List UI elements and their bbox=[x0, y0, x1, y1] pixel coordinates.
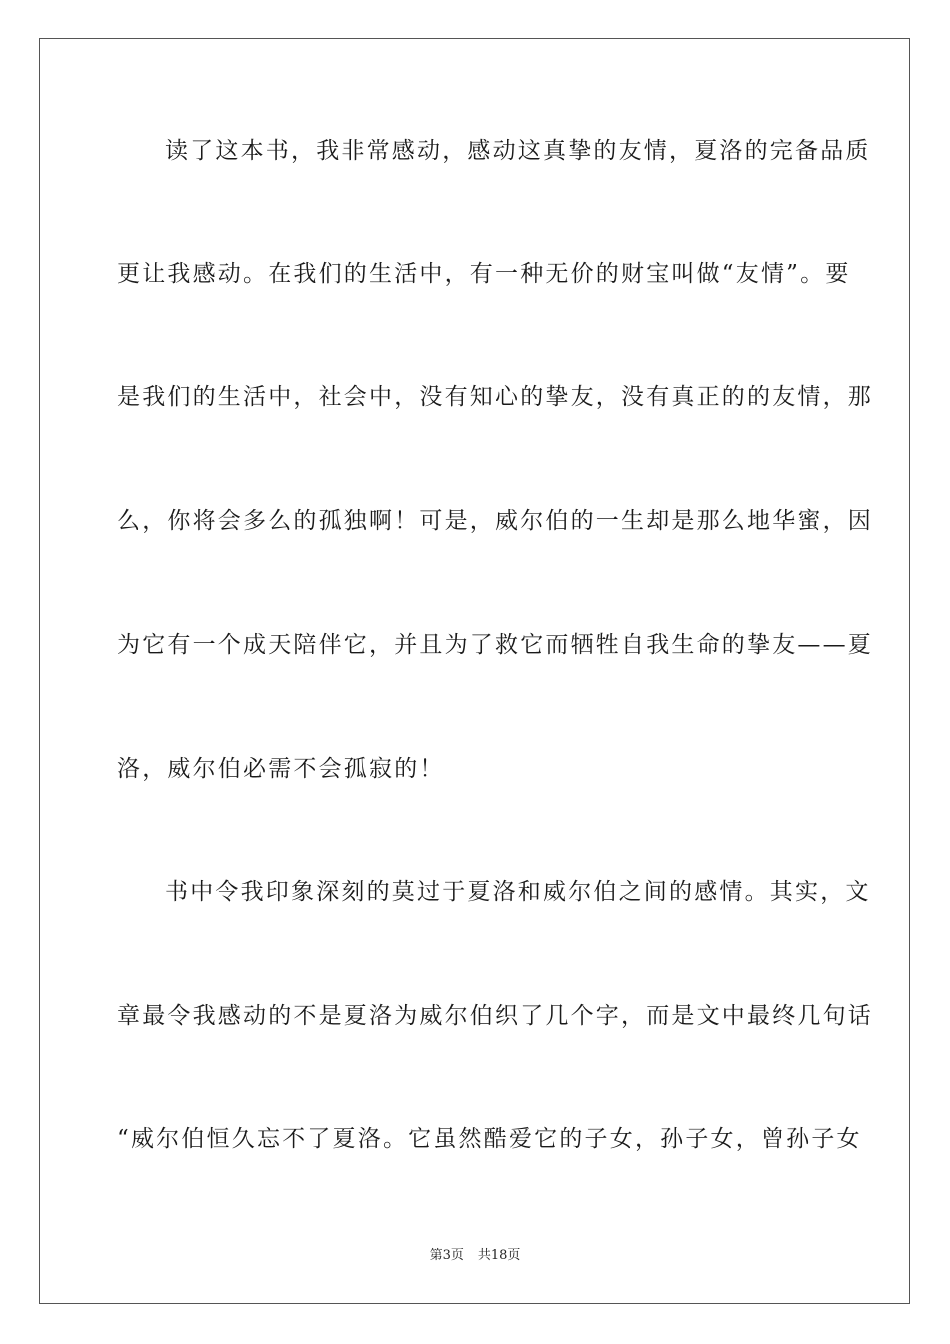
page-footer bbox=[0, 1247, 950, 1265]
text-line: 书中令我印象深刻的莫过于夏洛和威尔伯之间的感情。其实，文 bbox=[165, 879, 871, 905]
text-line: 洛，威尔伯必需不会孤寂的！ bbox=[117, 756, 445, 782]
page-border bbox=[39, 38, 910, 1304]
text-line: 为它有一个成天陪伴它，并且为了救它而牺牲自我生命的挚友——夏 bbox=[117, 632, 873, 658]
page-number: 第3页 bbox=[429, 1248, 464, 1263]
text-line: 么，你将会多么的孤独啊！可是，威尔伯的一生却是那么地华蜜，因 bbox=[117, 508, 873, 534]
text-line: 章最令我感动的不是夏洛为威尔伯织了几个字，而是文中最终几句话 bbox=[117, 1003, 873, 1029]
text-line: 是我们的生活中，社会中，没有知心的挚友，没有真正的的友情，那 bbox=[117, 384, 873, 410]
text-line: 读了这本书，我非常感动，感动这真挚的友情，夏洛的完备品质 bbox=[165, 138, 871, 164]
text-line: “威尔伯恒久忘不了夏洛。它虽然酷爱它的子女，孙子女，曾孙子女 bbox=[117, 1126, 862, 1152]
text-line: 更让我感动。在我们的生活中，有一种无价的财宝叫做“友情”。要 bbox=[117, 261, 851, 287]
page-total: 共18页 bbox=[477, 1248, 521, 1263]
